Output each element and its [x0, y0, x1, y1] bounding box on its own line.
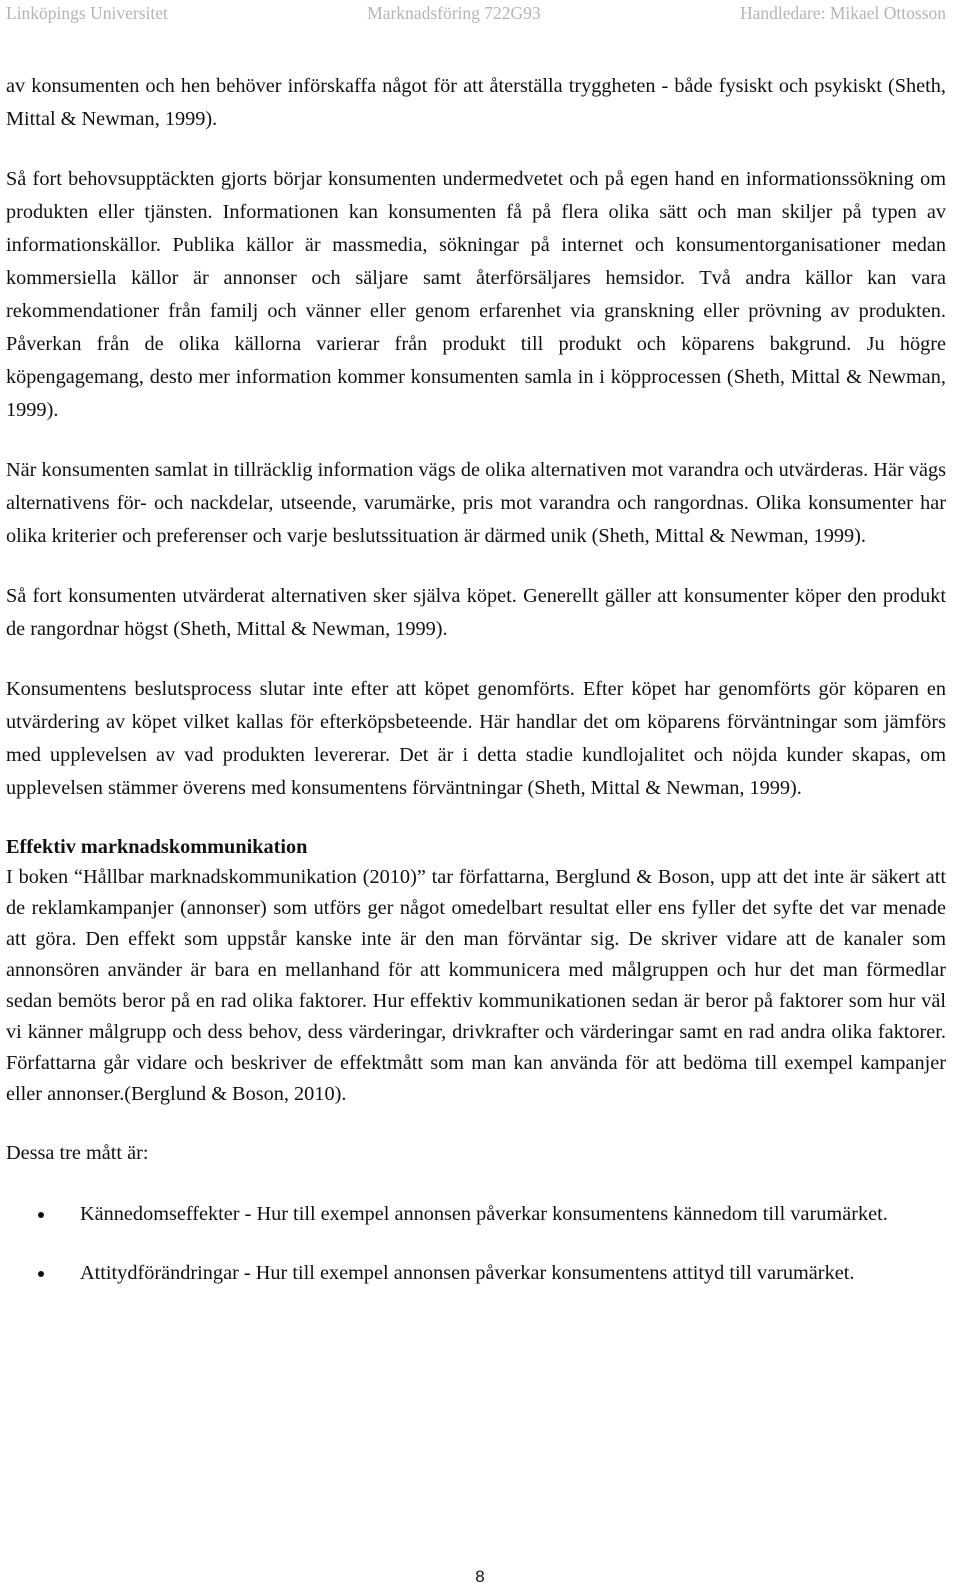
paragraph-5: Konsumentens beslutsprocess slutar inte efter att köpet genomförts. Efter köpet har genomförts gör köparen en utvärdering av köpet vilket kallas för efterköpsbeteende. Här handlar det om köparens förväntningar som jämförs med upplevelsen av vad produkten levererar. Det är i detta stadie kundlojalitet och nöjda kunder skapas, om upplevelsen stämmer överens med konsumentens förväntningar (Sheth, Mittal & Newman, 1999).: [6, 678, 946, 799]
list-item-text: Kännedomseffekter - Hur till exempel annonsen påverkar konsumentens kännedom till varumärket.: [80, 1203, 888, 1225]
bullet-icon: [38, 1212, 44, 1218]
measures-list: [6, 1198, 946, 1290]
page-content: [6, 70, 946, 1316]
page-header: [0, 0, 960, 28]
header-university: Linköpings Universitet: [6, 3, 168, 23]
bullet-icon: [38, 1271, 44, 1277]
paragraph-4: Så fort konsumenten utvärderat alternativen sker själva köpet. Generellt gäller att konsumenter köper den produkt de rangordnar högst (Sheth, Mittal & Newman, 1999).: [6, 585, 946, 640]
list-item: [6, 1198, 946, 1231]
list-item-text: Attitydförändringar - Hur till exempel annonsen påverkar konsumentens attityd till varumärket.: [80, 1262, 855, 1284]
paragraph-2: Så fort behovsupptäckten gjorts börjar konsumenten undermedvetet och på egen hand en informationssökning om produkten eller tjänsten. Informationen kan konsumenten få på flera olika sätt och man skiljer på typen av informationskällor. Publika källor är massmedia, sökningar på internet och konsumentorganisationer medan kommersiella källor är annonser och säljare samt återförsäljares hemsidor. Två andra källor kan vara rekommendationer från familj och vänner eller genom erfarenhet via granskning eller prövning av produkten. Påverkan från de olika källorna varierar från produkt till produkt och köparens bakgrund. Ju högre köpengagemang, desto mer information kommer konsumenten samla in i köpprocessen (Sheth, Mittal & Newman, 1999).: [6, 168, 946, 421]
section-body: I boken “Hållbar marknadskommunikation (2010)” tar författarna, Berglund & Boson, upp att det inte är säkert att de reklamkampanjer (annonser) som utförs ger något omedelbart resultat eller ens fyller det syfte det var menade att göra. Den effekt som uppstår kanske inte är den man förväntar sig. De skriver vidare att de kanaler som annonsören använder är bara en mellanhand för att kommunicera med målgruppen och hur det man förmedlar sedan bemöts beror på en rad olika faktorer. Hur effektiv kommunikationen sedan är beror på faktorer som hur väl vi känner målgrupp och dess behov, dess värderingar, drivkrafter och värderingar samt en rad andra olika faktorer. Författarna går vidare och beskriver de effektmått som man kan använda för att bedöma till exempel kampanjer eller annonser.(Berglund & Boson, 2010).: [6, 866, 946, 1105]
section-intro: Dessa tre mått är:: [6, 1142, 149, 1164]
list-item: [6, 1257, 946, 1290]
header-supervisor: Handledare: Mikael Ottosson: [739, 3, 946, 23]
header-course: Marknadsföring 722G93: [367, 3, 541, 23]
page-number: 8: [475, 1567, 485, 1586]
paragraph-3: När konsumenten samlat in tillräcklig information vägs de olika alternativen mot varandra och utvärderas. Här vägs alternativens för- och nackdelar, utseende, varumärke, pris mot varandra och rangordnas. Olika konsumenter har olika kriterier och preferenser och varje beslutssituation är därmed unik (Sheth, Mittal & Newman, 1999).: [6, 459, 946, 547]
section-heading: Effektiv marknadskommunikation: [6, 836, 308, 858]
paragraph-1: av konsumenten och hen behöver införskaffa något för att återställa tryggheten - både fysiskt och psykiskt (Sheth, Mittal & Newman, 1999).: [6, 75, 946, 130]
